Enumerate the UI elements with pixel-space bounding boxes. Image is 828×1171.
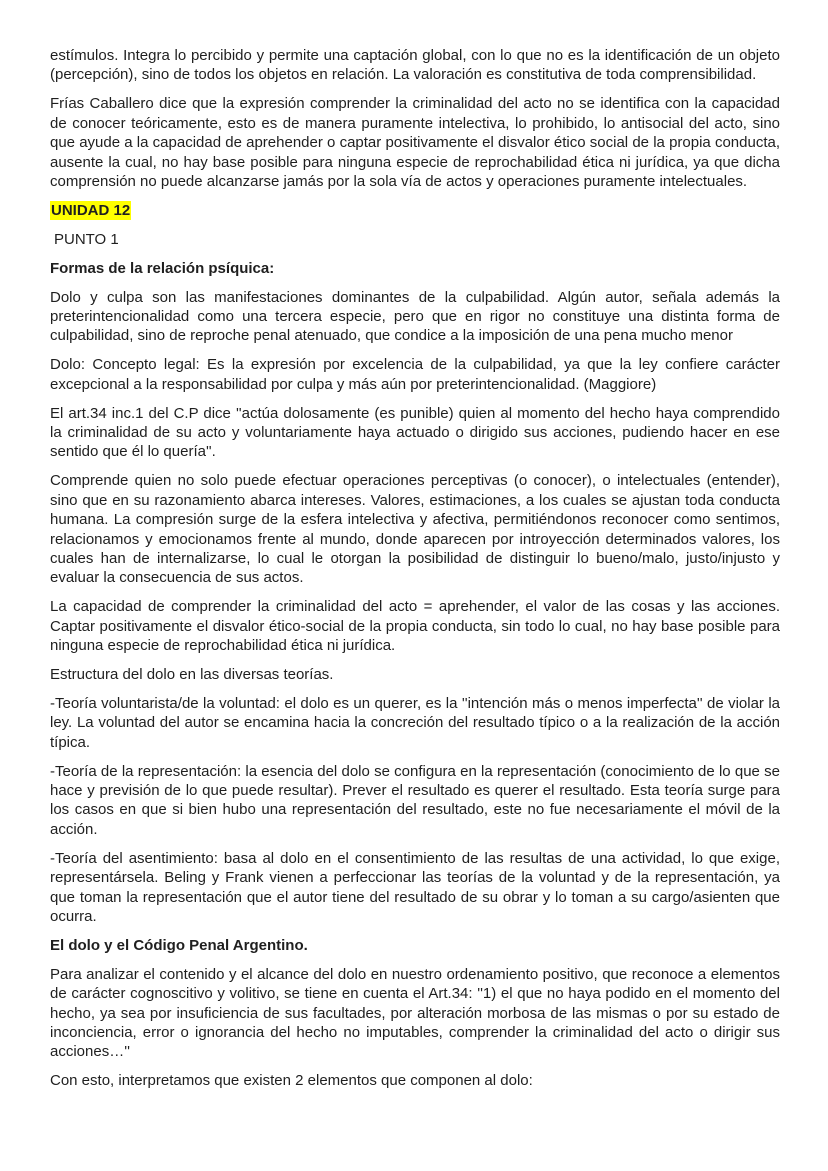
section-heading-formas: Formas de la relación psíquica: — [50, 259, 275, 277]
paragraph-analizar: Para analizar el contenido y el alcance del dolo en nuestro ordenamiento positivo, que reconoce a elementos de carácter cognoscitivo y volitivo, se tiene en cuenta el Art.34: ''1) el que no haya podido en el momento del hecho, ya sea por insuficiencia de sus facultades, por alteración morbosa de las mismas o por su estado de inconciencia, error o ignorancia del hecho no imputables, comprender la criminalidad del acto o dirigir sus acciones…'' — [50, 965, 780, 1061]
unit-heading: UNIDAD 12 — [51, 201, 131, 219]
point-label: PUNTO 1 — [54, 230, 119, 248]
document-page — [50, 46, 780, 1100]
paragraph-frias-caballero: Frías Caballero dice que la expresión comprender la criminalidad del acto no se identifica con la capacidad de conocer teóricamente, esto es de manera puramente intelectiva, lo prohibido, lo antisocial del acto, sino que ayude a la capacidad de aprehender o captar positivamente el disvalor ético social de la propia conducta, ausente la cual, no hay base posible para ninguna especie de reprochabilidad ética ni jurídica, ya que dicha comprensión no puede alcanzarse jamás por la sola vía de actos y operaciones puramente intelectuales. — [50, 95, 780, 190]
paragraph-teoria-representacion: -Teoría de la representación: la esencia del dolo se configura en la representación (conocimiento de lo que se hace y previsión de lo que puede resultar). Prever el resultado es querer el resultado. Esta teoría surge para los casos en que si bien hubo una representación del resultado, este no fue necesariamente el móvil de la acción. — [50, 762, 780, 838]
unit-heading-wrapper — [50, 201, 780, 220]
section-heading-codigo-penal: El dolo y el Código Penal Argentino. — [50, 936, 308, 954]
paragraph-teoria-asentimiento: -Teoría del asentimiento: basa al dolo en el consentimiento de las resultas de una actividad, lo que exige, representársela. Beling y Frank vienen a perfeccionar las teorías de la voluntad y de la representación, ya que toman la representación que el autor tiene del resultado de su obrar y lo toman a su cargo/asienten que ocurra. — [50, 849, 780, 925]
paragraph-elementos: Con esto, interpretamos que existen 2 elementos que componen al dolo: — [50, 1072, 533, 1090]
paragraph-estructura: Estructura del dolo en las diversas teorías. — [50, 665, 334, 683]
paragraph-valoracion: estímulos. Integra lo percibido y permite una captación global, con lo que no es la identificación de un objeto (percepción), sino de todos los objetos en relación. La valoración es constitutiva de toda comprensibilidad. — [50, 47, 780, 84]
paragraph-dolo-culpa: Dolo y culpa son las manifestaciones dominantes de la culpabilidad. Algún autor, señala además la preterintencionalidad como una tercera especie, pero que en rigor no constituye una distinta forma de culpabilidad, sino de reproche penal atenuado, que condice a la imposición de una pena mucho menor — [50, 288, 780, 345]
paragraph-concepto-legal: Dolo: Concepto legal: Es la expresión por excelencia de la culpabilidad, ya que la ley confiere carácter excepcional a la responsabilidad por culpa y más aún por preterintencionalidad. (Maggiore) — [50, 356, 780, 393]
paragraph-teoria-voluntarista: -Teoría voluntarista/de la voluntad: el dolo es un querer, es la ''intención más o menos imperfecta'' de violar la ley. La voluntad del autor se encamina hacia la concreción del resultado típico o a la realización de la acción típica. — [50, 694, 780, 751]
paragraph-art34: El art.34 inc.1 del C.P dice ''actúa dolosamente (es punible) quien al momento del hecho haya comprendido la criminalidad de su acto y voluntariamente haya actuado o dirigido sus acciones, pudiendo hacer en ese sentido que él lo quería''. — [50, 404, 780, 461]
paragraph-capacidad: La capacidad de comprender la criminalidad del acto = aprehender, el valor de las cosas y las acciones. Captar positivamente el disvalor ético-social de la propia conducta, sin todo lo cual, no hay base posible para ninguna especie de reprochabilidad ética ni jurídica. — [50, 598, 780, 655]
paragraph-comprende: Comprende quien no solo puede efectuar operaciones perceptivas (o conocer), o intelectuales (entender), sino que en su razonamiento abarca intereses. Valores, estimaciones, a los cuales se ajustan toda conducta humana. La compresión surge de la esfera intelectiva y afectiva, permitiéndonos reconocer como sentimos, relacionamos y emocionamos frente al mundo, donde aparecen por introyección determinados valores, los cuales han de internalizarse, lo cual le otorgan la posibilidad de distinguir lo bueno/malo, justo/injusto y evaluar la consecuencia de sus actos. — [50, 472, 780, 587]
